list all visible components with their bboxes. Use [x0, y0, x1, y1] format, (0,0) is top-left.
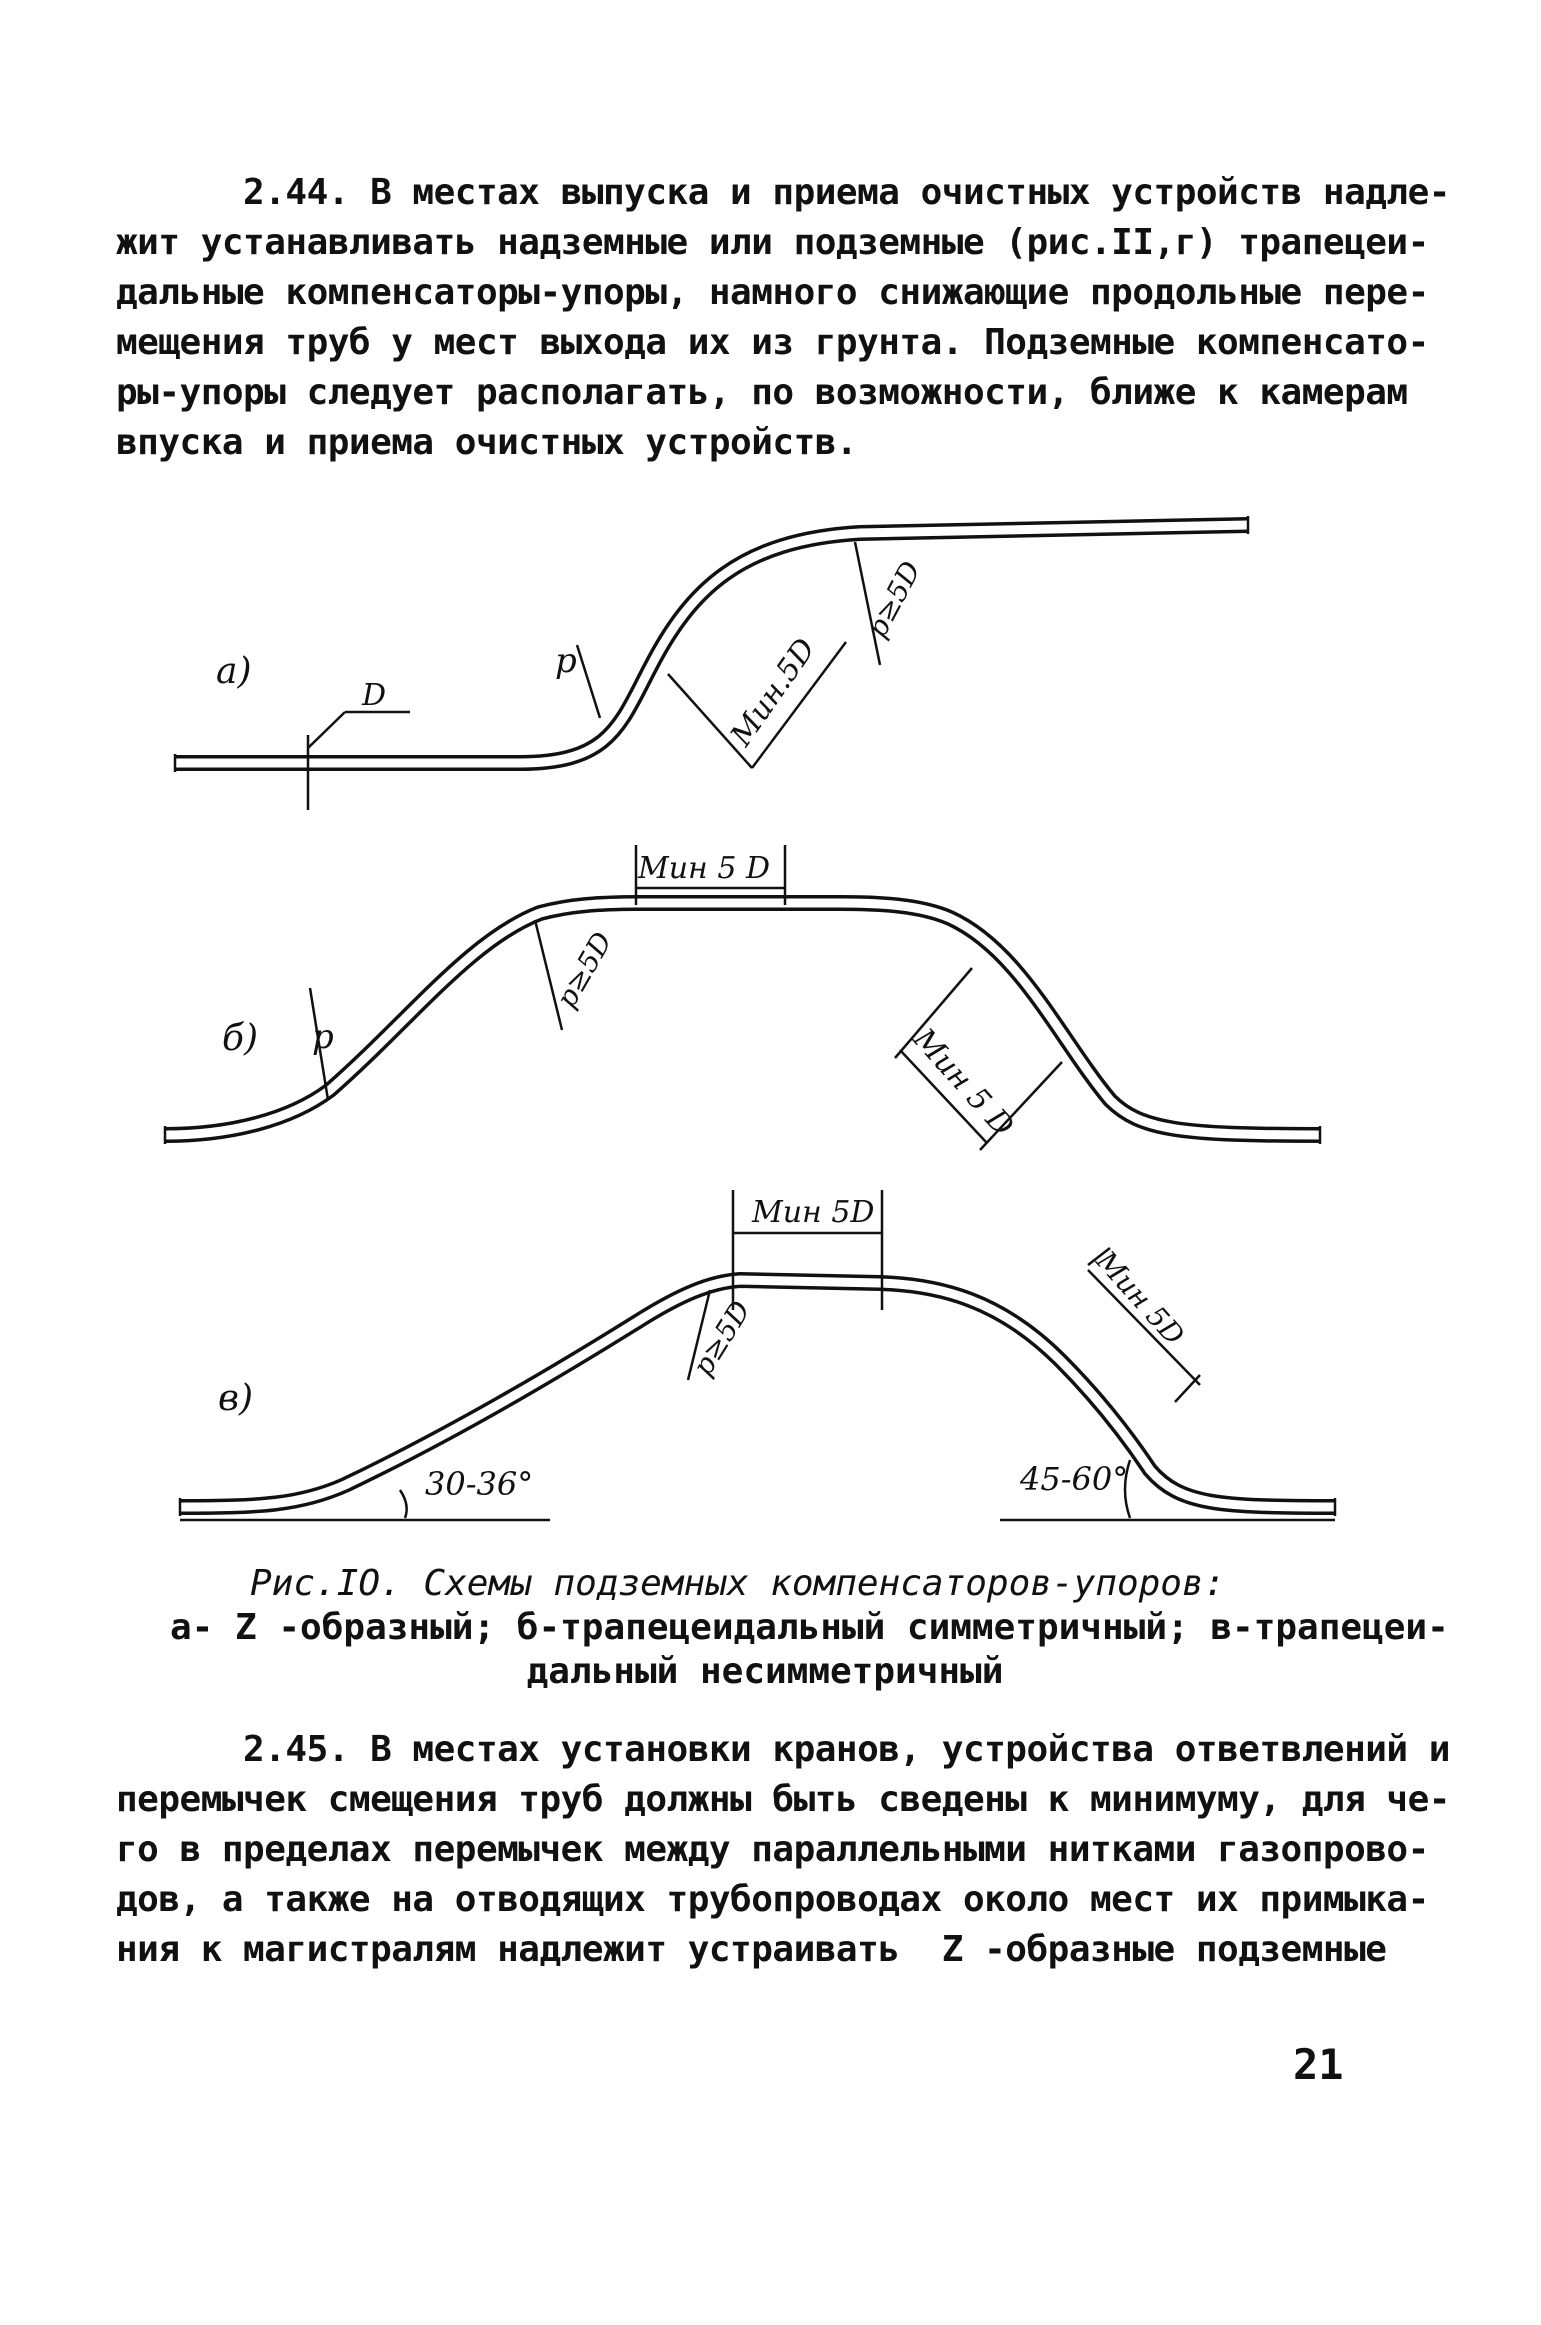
scheme-v-letter: в)	[218, 1378, 253, 1419]
scheme-v	[180, 1190, 1335, 1520]
text-line: перемычек смещения труб должны быть сведены к минимуму, для че-	[116, 1779, 1450, 1820]
side-straight-label-b: Мин 5 D	[906, 1021, 1021, 1144]
text-line: мещения труб у мест выхода их из грунта. Подземные компенсато-	[116, 322, 1429, 363]
radius-min-label-a: р≥5D	[860, 555, 928, 644]
paragraph-2-45	[116, 1725, 1450, 1975]
scheme-a	[175, 516, 1248, 810]
text-line: ния к магистралям надлежит устраивать Z -образные подземные	[116, 1929, 1387, 1970]
text-line: дов, а также на отводящих трубопроводах около мест их примыка-	[116, 1879, 1429, 1920]
pipe-a-inner	[175, 525, 1248, 763]
page-number: 21	[1293, 2040, 1344, 2089]
right-angle-label: 45-60°	[1020, 1460, 1129, 1498]
text-line: 2.44. В местах выпуска и приема очистных устройств надле-	[116, 172, 1450, 213]
pipe-a	[175, 525, 1248, 763]
scheme-b-letter: б)	[222, 1018, 259, 1059]
scheme-a-letter: а)	[216, 651, 252, 692]
left-angle-label: 30-36°	[425, 1465, 534, 1503]
text-line: жит устанавливать надземные или подземные (рис.II,г) трапецеи-	[116, 222, 1429, 263]
top-straight-label-b: Мин 5 D	[638, 851, 771, 886]
left-angle-arc	[400, 1490, 407, 1518]
radius-min-label-v: р≥5D	[685, 1294, 758, 1382]
pipe-b-inner	[165, 903, 1320, 1135]
diameter-label: D	[362, 678, 387, 713]
radius-min-label-b: р≥5D	[549, 926, 619, 1014]
radius-arrow-a	[577, 645, 600, 718]
text-line: ры-упоры следует располагать, по возможности, ближе к камерам	[116, 372, 1408, 413]
radius-label-a: р	[555, 641, 577, 681]
text-line: 2.45. В местах установки кранов, устройства ответвлений и	[116, 1729, 1450, 1770]
side-dim-tick-v	[1175, 1375, 1200, 1402]
caption-line: а- Z -образный; б-трапецеидальный симметричный; в-трапецеи-	[170, 1607, 1449, 1648]
text-line: го в пределах перемычек между параллельными нитками газопрово-	[116, 1829, 1429, 1870]
text-line: впуска и приема очистных устройств.	[116, 422, 858, 463]
min-straight-label-a: Мин.5D	[723, 632, 823, 753]
radius-min-arrow-b	[535, 920, 562, 1030]
side-straight-label-v: Мин 5D	[1089, 1244, 1191, 1352]
text-line: дальные компенсаторы-упоры, намного снижающие продольные пере-	[116, 272, 1429, 313]
caption-title: Рис.IO. Схемы подземных компенсаторов-упоров:	[250, 1563, 1226, 1604]
top-straight-label-v: Мин 5D	[752, 1195, 875, 1230]
radius-label-b: р	[312, 1017, 334, 1057]
scheme-b	[165, 845, 1320, 1150]
figure-caption	[170, 1562, 1449, 1694]
caption-line: дальный несимметричный	[526, 1651, 1004, 1692]
diameter-leader	[308, 712, 345, 748]
pipe-b	[165, 903, 1320, 1135]
